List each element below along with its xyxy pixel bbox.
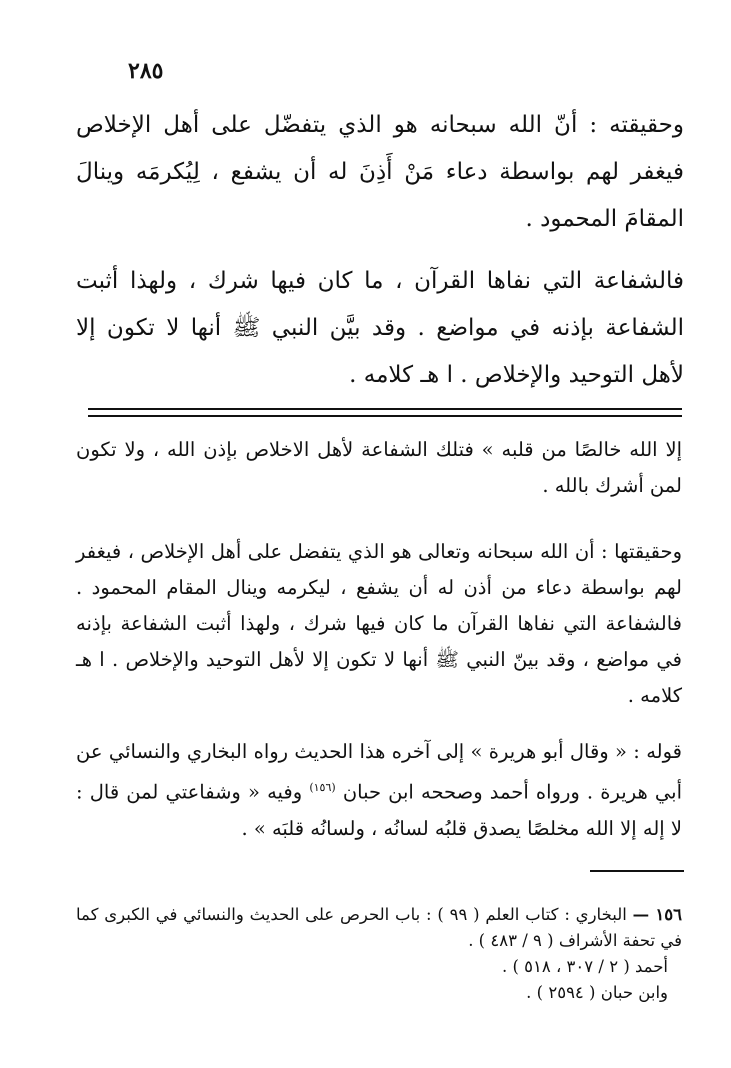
footnote-block bbox=[76, 902, 682, 1006]
footnote-text-1: البخاري : كتاب العلم ( ٩٩ ) : باب الحرص على الحديث والنسائي في الكبرى كما في تحفة الأشراف ( ٩ / ٤٨٣ ) . bbox=[76, 905, 682, 950]
footnote-line-1 bbox=[76, 902, 682, 954]
page-number: ٢٨٥ bbox=[128, 58, 164, 84]
footnote-reference[interactable]: (١٥٦) bbox=[309, 781, 336, 794]
quoted-paragraph-3-text: قوله : « وقال أبو هريرة » إلى آخره هذا الحديث رواه البخاري والنسائي عن أبي هريرة . ورواه أحمد وصححه ابن حبان bbox=[76, 740, 682, 804]
quoted-paragraph-1: إلا الله خالصًا من قلبه » فتلك الشفاعة لأهل الاخلاص بإذن الله ، ولا تكون لمن أشرك بالله . bbox=[76, 438, 682, 497]
quoted-paragraph-3-continuation: وفيه « وشفاعتي لمن قال : لا إله إلا الله مخلصًا يصدق قلبُه لسانُه ، ولسانُه قلبَه » . bbox=[76, 780, 682, 840]
footnote-separator bbox=[590, 870, 684, 872]
footnote-line-3: وابن حبان ( ٢٥٩٤ ) . bbox=[526, 983, 668, 1002]
footnote-number: ١٥٦ — bbox=[632, 905, 683, 924]
section-divider-top bbox=[88, 408, 682, 410]
quoted-paragraph-2: وحقيقتها : أن الله سبحانه وتعالى هو الذي يتفضل على أهل الإخلاص ، فيغفر لهم بواسطة دعاء من أذن له أن يشفع ، ليكرمه وينال المقام المحمود . فالشفاعة التي نفاها القرآن ما كان فيها شرك ، ولهذا أثبت الشفاعة بإذنه في مواضع ، وقد بينّ النبي ﷺ أنها لا تكون إلا لأهل التوحيد والإخلاص . ا هـ كلامه . bbox=[76, 540, 682, 707]
footnote-line-2: أحمد ( ٢ / ٣٠٧ ، ٥١٨ ) . bbox=[501, 957, 668, 976]
main-paragraph-2: فالشفاعة التي نفاها القرآن ، ما كان فيها شرك ، ولهذا أثبت الشفاعة بإذنه في مواضع . وقد بيَّن النبي ﷺ أنها لا تكون إلا لأهل التوحيد والإخلاص . ا هـ كلامه . bbox=[76, 268, 684, 388]
section-divider-bottom bbox=[88, 415, 682, 417]
main-paragraph-1: وحقيقته : أنّ الله سبحانه هو الذي يتفضّل على أهل الإخلاص فيغفر لهم بواسطة دعاء مَنْ أَذِنَ له أن يشفع ، لِيُكرمَه وينالَ المقامَ المحمود . bbox=[76, 112, 684, 232]
quoted-paragraph-3 bbox=[76, 734, 682, 847]
